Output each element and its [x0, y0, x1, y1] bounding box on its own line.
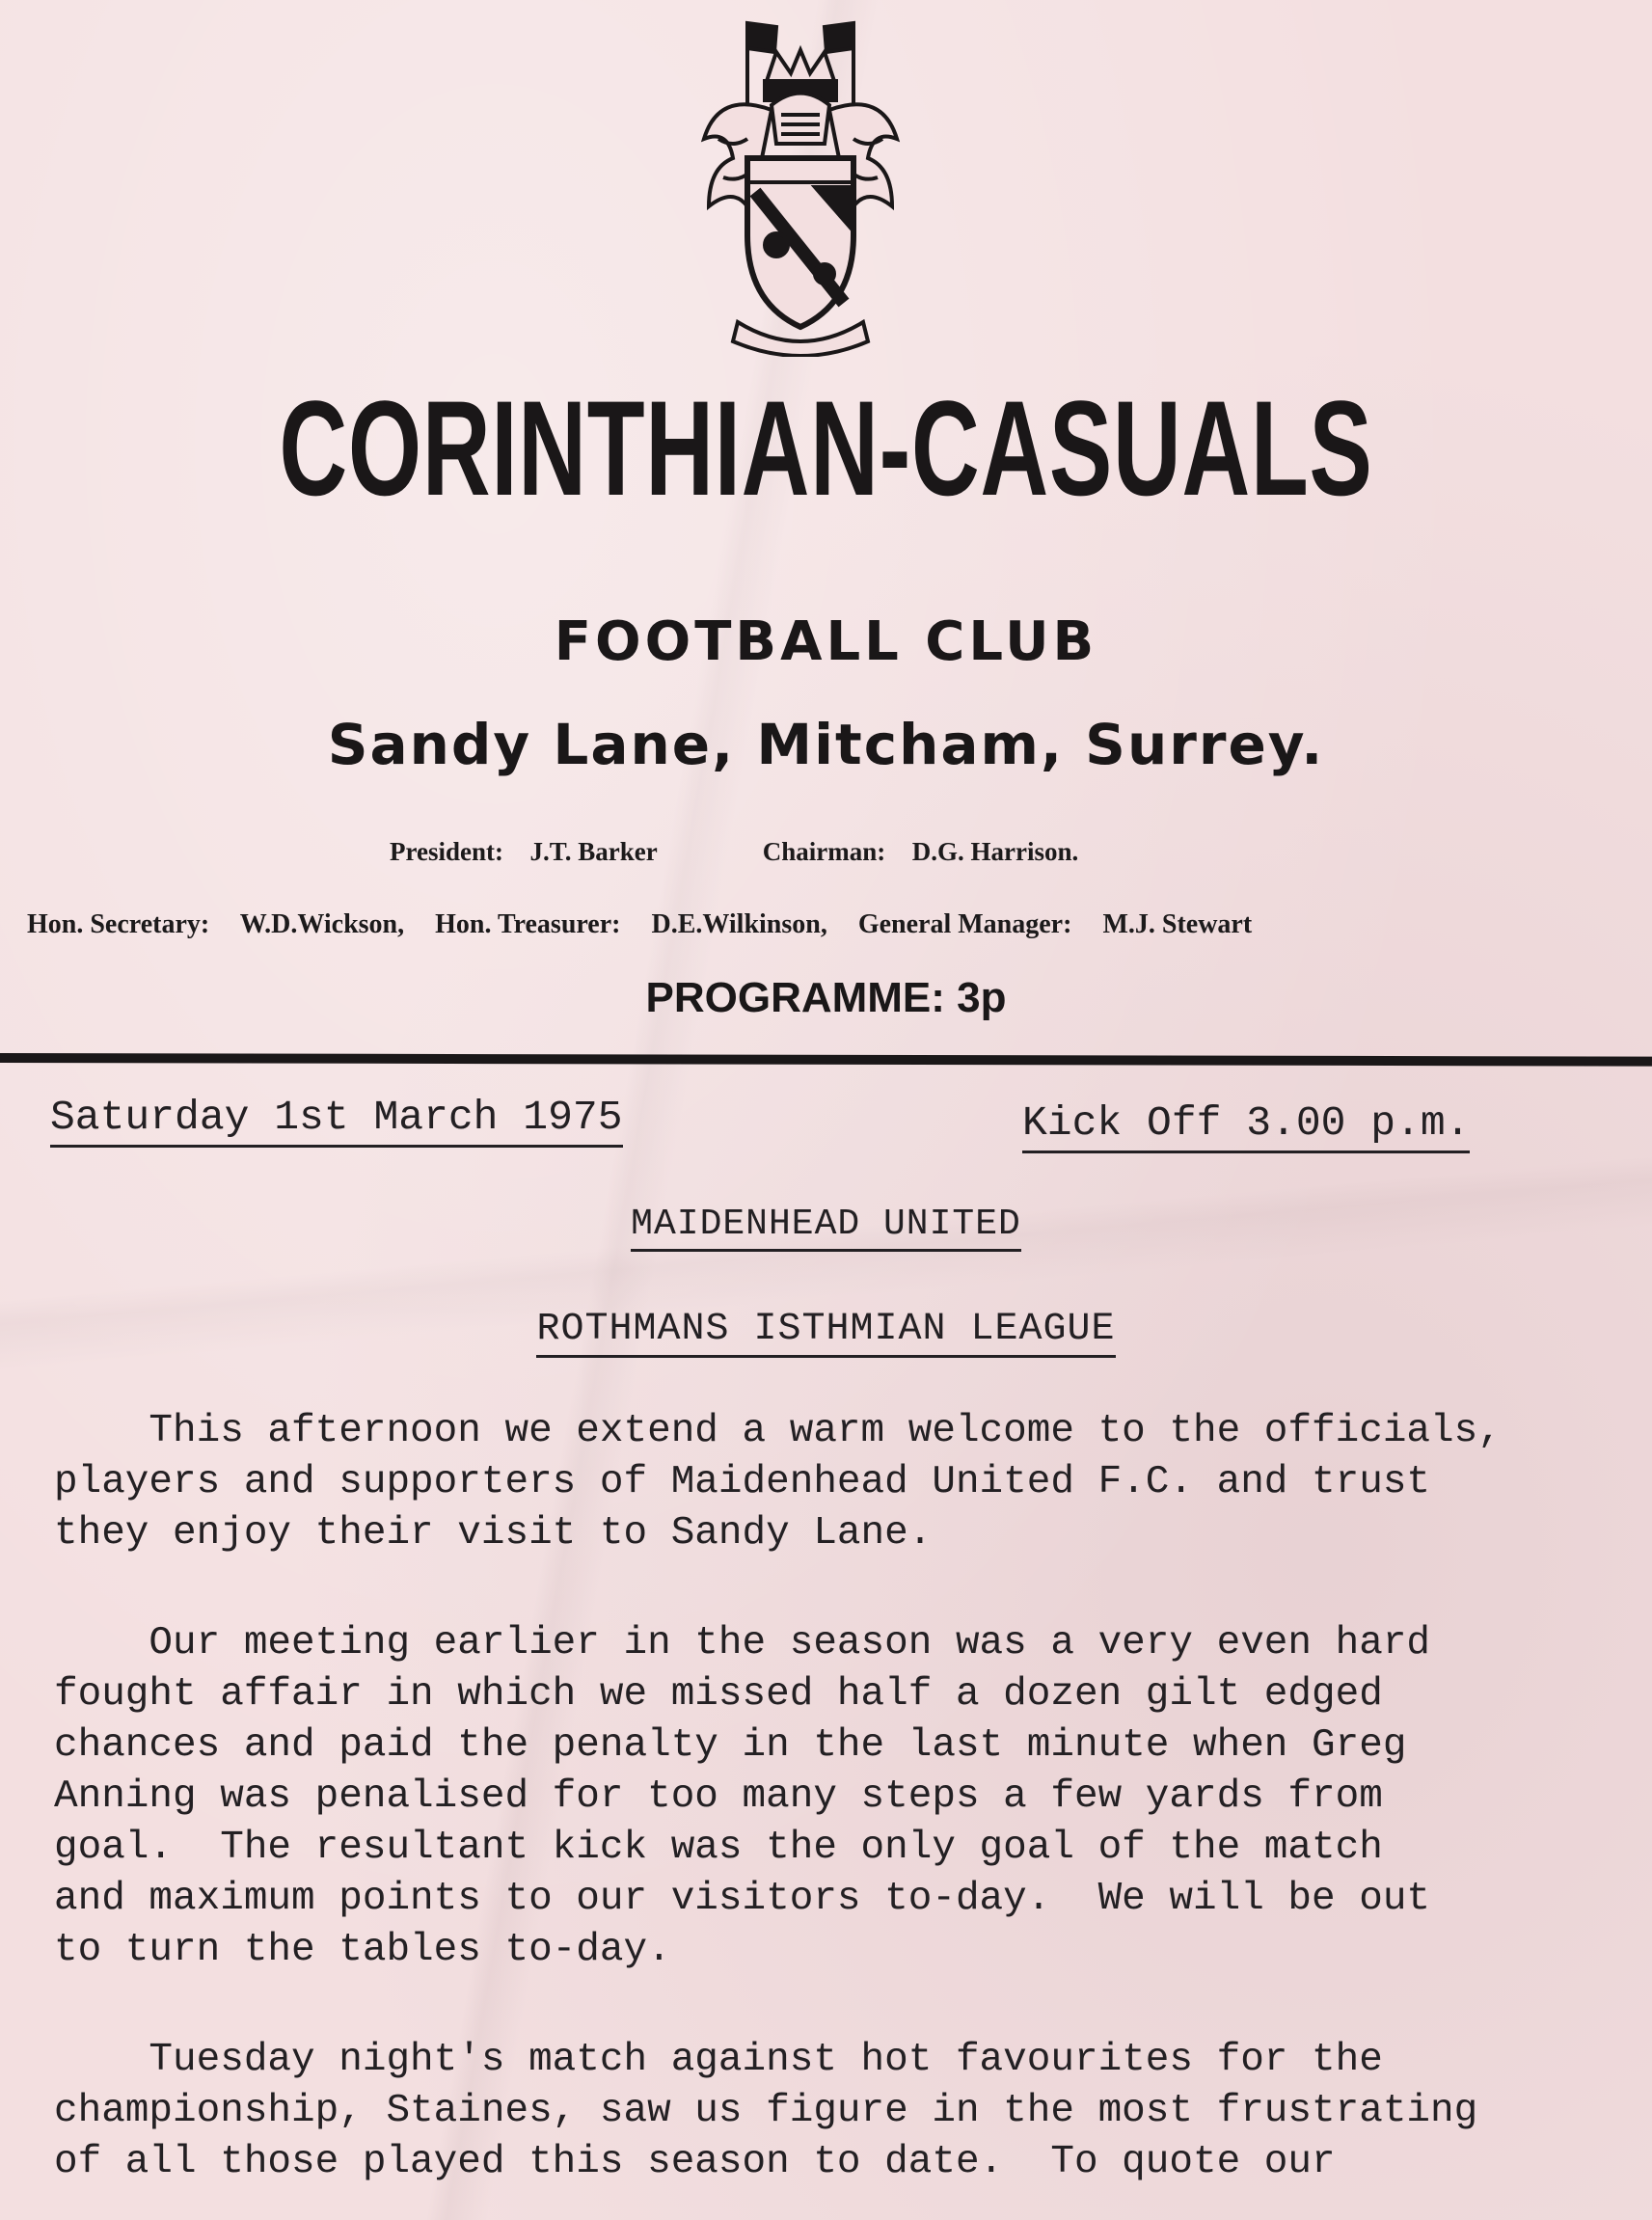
programme-price: PROGRAMME: 3p — [645, 974, 1007, 1021]
welcome-paragraph — [54, 1406, 1645, 1559]
paragraph-line: to turn the tables to-day. — [54, 1928, 671, 1972]
officials-row-2 — [27, 909, 1252, 940]
kick-off-time: Kick Off 3.00 p.m. — [1022, 1099, 1470, 1153]
secretary-label: Hon. Secretary: — [27, 909, 210, 939]
paragraph-line: players and supporters of Maidenhead United F.C. and trust — [54, 1460, 1431, 1504]
manager-label: General Manager: — [857, 909, 1072, 939]
paragraph-line: Anning was penalised for too many steps a few yards from — [54, 1774, 1383, 1819]
paragraph-line: chances and paid the penalty in the last minute when Greg — [54, 1723, 1407, 1768]
paragraph-line: they enjoy their visit to Sandy Lane. — [54, 1511, 933, 1556]
chairman-name: D.G. Harrison. — [911, 837, 1079, 866]
paragraph-line: of all those played this season to date. To quote our — [54, 2140, 1336, 2184]
paragraph-line: Tuesday night's match against hot favourites for the — [54, 2038, 1383, 2082]
match-date: Saturday 1st March 1975 — [50, 1094, 623, 1148]
opponent-name: MAIDENHEAD UNITED — [631, 1204, 1021, 1252]
competition-heading — [0, 1308, 1652, 1351]
previous-meeting-paragraph — [54, 1618, 1645, 1976]
treasurer-label: Hon. Treasurer: — [435, 909, 621, 939]
paragraph-line: championship, Staines, saw us figure in the most frustrating — [54, 2089, 1478, 2133]
president-label: President: — [390, 837, 503, 866]
paragraph-line: and maximum points to our visitors to-day. We will be out — [54, 1877, 1431, 1921]
ground-address: Sandy Lane, Mitcham, Surrey. — [327, 712, 1325, 777]
club-subtitle: FOOTBALL CLUB — [554, 610, 1098, 673]
club-crest-icon — [680, 14, 921, 357]
officials-row-1 — [390, 837, 1078, 867]
treasurer-name: D.E.Wilkinson, — [651, 909, 827, 939]
secretary-name: W.D.Wickson, — [239, 909, 405, 939]
president-name: J.T. Barker — [529, 837, 658, 866]
paragraph-line: goal. The resultant kick was the only goal of the match — [54, 1826, 1383, 1870]
club-name-title: CORINTHIAN-CASUALS — [279, 372, 1373, 524]
tuesday-match-paragraph — [54, 2035, 1645, 2188]
paragraph-line: Our meeting earlier in the season was a very even hard — [54, 1621, 1431, 1665]
opponent-heading — [0, 1204, 1652, 1245]
paragraph-line: fought affair in which we missed half a dozen gilt edged — [54, 1672, 1383, 1717]
chairman-label: Chairman: — [762, 837, 886, 866]
paragraph-line: This afternoon we extend a warm welcome to the officials, — [54, 1409, 1502, 1453]
competition-name: ROTHMANS ISTHMIAN LEAGUE — [536, 1308, 1115, 1358]
manager-name: M.J. Stewart — [1102, 909, 1253, 939]
header-divider — [0, 1053, 1652, 1067]
